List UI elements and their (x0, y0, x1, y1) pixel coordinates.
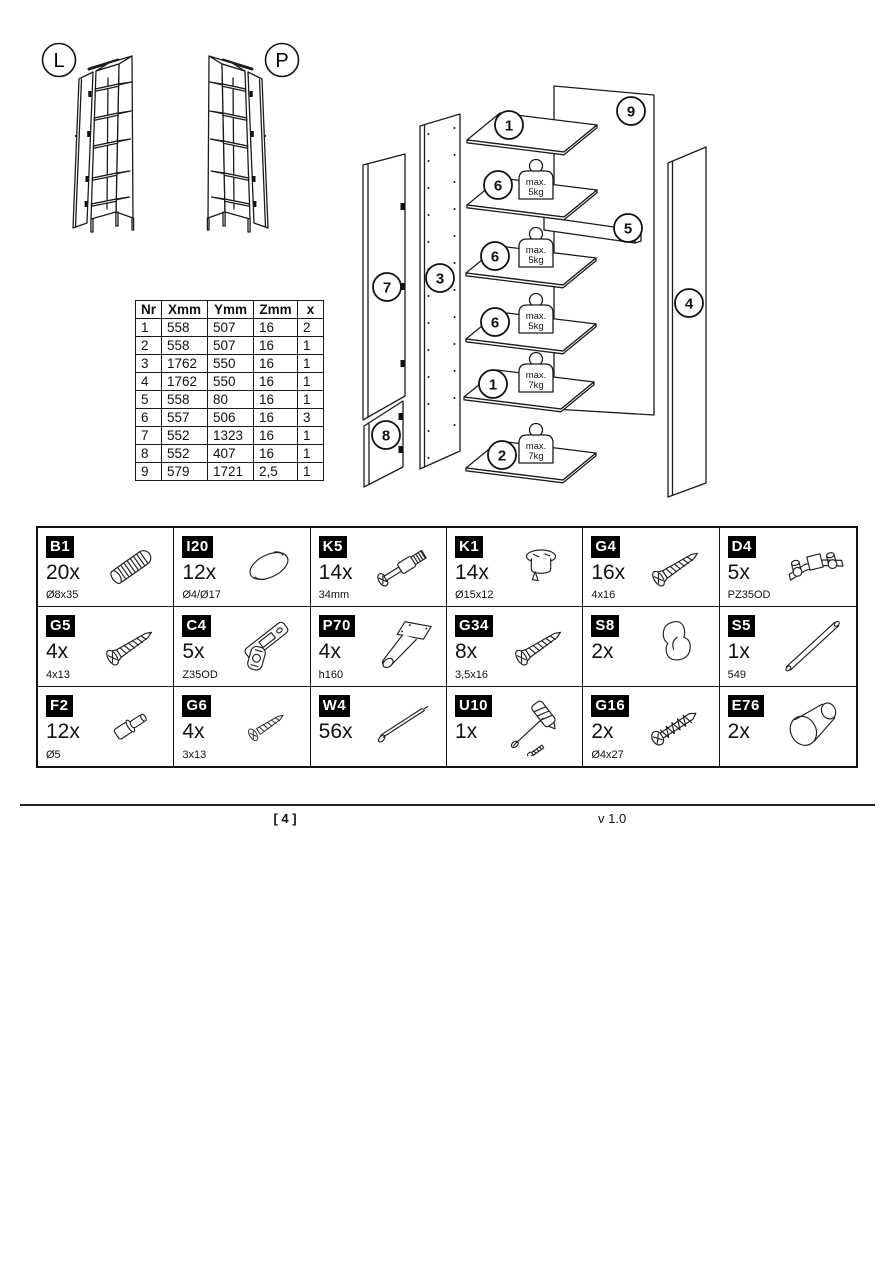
max-load-text: max. (525, 245, 547, 256)
part-code-badge: G4 (591, 536, 620, 558)
table-row (136, 337, 324, 355)
cover-cap-icon (230, 535, 308, 597)
screw-icon (639, 535, 717, 597)
hardware-cell (311, 607, 447, 686)
table-cell: 16 (254, 337, 298, 355)
footer-rule (20, 804, 875, 806)
part-dimension: Ø8x35 (46, 589, 79, 602)
table-cell: 1 (298, 391, 324, 409)
table-cell: 1323 (208, 427, 254, 445)
part-dimension: PZ35OD (727, 589, 771, 602)
part-quantity: 14x (318, 561, 353, 584)
part-code-badge: G16 (591, 695, 629, 717)
table-row (136, 427, 324, 445)
table-cell: 16 (254, 427, 298, 445)
table-cell: 3 (136, 355, 162, 373)
table-header-cell: Ymm (208, 301, 254, 319)
cabinet-line-art (73, 56, 134, 232)
table-header-cell: Xmm (162, 301, 208, 319)
table-row (136, 355, 324, 373)
screw-icon (93, 614, 171, 676)
max-load-text: max. (525, 370, 547, 381)
shelf-pin-icon (93, 694, 171, 756)
hardware-cell (720, 607, 856, 686)
table-cell: 558 (162, 391, 208, 409)
part-code-badge: G34 (455, 615, 493, 637)
orientation-label-right: P (275, 50, 289, 72)
part-dimension: 3x13 (182, 749, 207, 761)
max-load-text: max. (525, 177, 547, 188)
table-header-cell: x (298, 301, 324, 319)
callout-number: 7 (382, 279, 392, 297)
part-dimension: Ø15x12 (454, 589, 494, 602)
table-cell: 1721 (208, 463, 254, 481)
part-code-badge: D4 (728, 536, 756, 558)
hardware-cell (38, 687, 174, 766)
table-row (136, 445, 324, 463)
hardware-cell (311, 528, 447, 607)
table-cell: 579 (162, 463, 208, 481)
callout-number: 9 (626, 103, 636, 121)
part-code-badge: K5 (319, 536, 347, 558)
callout-number: 1 (488, 376, 498, 394)
hardware-cell (720, 528, 856, 607)
part-code-badge: G5 (46, 615, 75, 637)
dimensions-table-body (136, 319, 324, 481)
table-cell: 3 (298, 409, 324, 427)
callout-number: 2 (497, 447, 507, 465)
table-cell: 507 (208, 319, 254, 337)
part-code-badge: I20 (182, 536, 212, 558)
table-cell: 8 (136, 445, 162, 463)
table-cell: 5 (136, 391, 162, 409)
callout-number: 4 (684, 295, 694, 313)
table-row (136, 409, 324, 427)
part-code-badge: W4 (319, 695, 351, 717)
cam-lock-icon (502, 535, 580, 597)
part-quantity: 5x (182, 640, 205, 664)
hardware-cell (447, 687, 583, 766)
part-code-badge: E76 (728, 695, 764, 717)
max-load-text: 7kg (528, 451, 544, 462)
max-load-text: 7kg (528, 380, 544, 391)
part-dimension: h160 (318, 668, 344, 681)
hardware-cell (583, 607, 719, 686)
table-cell: 407 (208, 445, 254, 463)
part-code-badge: G6 (182, 695, 211, 717)
exploded-view-diagram (352, 68, 712, 500)
hardware-parts-grid (36, 526, 858, 768)
hardware-cell (174, 607, 310, 686)
rod-icon (776, 614, 854, 676)
table-cell: 16 (254, 445, 298, 463)
page-number: [ 4 ] (273, 811, 297, 826)
part-quantity: 2x (727, 719, 750, 743)
hardware-cell (38, 528, 174, 607)
table-cell: 1 (298, 355, 324, 373)
hardware-cell (720, 687, 856, 766)
hardware-cell (174, 687, 310, 766)
hardware-cell (583, 528, 719, 607)
table-cell: 1 (298, 427, 324, 445)
part-quantity: 4x (318, 640, 341, 664)
part-quantity: 2x (591, 719, 614, 743)
table-cell: 2,5 (254, 463, 298, 481)
max-load-text: max. (525, 441, 547, 452)
part-code-badge: F2 (46, 695, 73, 717)
callout-number: 5 (623, 220, 633, 238)
knob-icon (776, 694, 854, 756)
table-cell: 552 (162, 427, 208, 445)
table-cell: 557 (162, 409, 208, 427)
cabinet-line-art-mirrored (207, 56, 268, 232)
callout-number: 6 (490, 248, 500, 266)
table-cell: 16 (254, 355, 298, 373)
part-dimension: Z35OD (182, 668, 218, 681)
table-cell: 1762 (162, 355, 208, 373)
table-cell: 16 (254, 391, 298, 409)
screw-small-icon (230, 694, 308, 756)
hardware-cell (447, 528, 583, 607)
hardware-cell (447, 607, 583, 686)
table-cell: 1 (298, 445, 324, 463)
orientation-label-left: L (53, 50, 65, 72)
table-cell: 16 (254, 409, 298, 427)
part-dimension: 34mm (318, 589, 350, 602)
max-load-text: 5kg (528, 255, 544, 266)
part-quantity: 1x (727, 640, 750, 664)
part-dimension: 3,5x16 (454, 668, 489, 681)
table-cell: 7 (136, 427, 162, 445)
callout-number: 6 (490, 314, 500, 332)
dowel-icon (93, 535, 171, 597)
part-code-badge: U10 (455, 695, 492, 717)
part-quantity: 16x (591, 561, 626, 584)
part-quantity: 4x (46, 640, 69, 664)
table-cell: 1 (136, 319, 162, 337)
rail-hook-icon (639, 614, 717, 676)
part-quantity: 5x (727, 561, 750, 584)
leg-icon (366, 614, 444, 676)
table-cell: 2 (298, 319, 324, 337)
callout-number: 6 (493, 177, 503, 195)
table-cell: 558 (162, 337, 208, 355)
table-cell: 507 (208, 337, 254, 355)
table-header-cell: Zmm (254, 301, 298, 319)
table-cell: 1762 (162, 373, 208, 391)
part-dimension: Ø4/Ø17 (182, 589, 221, 602)
part-code-badge: S5 (728, 615, 755, 637)
part-quantity: 12x (46, 719, 80, 743)
hardware-cell (38, 607, 174, 686)
table-cell: 1 (298, 463, 324, 481)
table-row (136, 391, 324, 409)
max-load-text: 5kg (528, 321, 544, 332)
table-row (136, 319, 324, 337)
table-cell: 550 (208, 373, 254, 391)
part-dimension: Ø4x27 (591, 749, 624, 761)
part-code-badge: K1 (455, 536, 483, 558)
part-dimension: 4x13 (46, 668, 70, 681)
max-load-text: max. (525, 311, 547, 322)
table-cell: 2 (136, 337, 162, 355)
version-label: v 1.0 (598, 811, 627, 826)
part-quantity: 56x (318, 719, 353, 743)
table-cell: 552 (162, 445, 208, 463)
screw-coarse-icon (639, 694, 717, 756)
table-cell: 16 (254, 373, 298, 391)
dimensions-table (135, 300, 324, 481)
part-quantity: 1x (454, 719, 478, 743)
table-cell: 16 (254, 319, 298, 337)
table-row (136, 373, 324, 391)
table-row (136, 463, 324, 481)
part-quantity: 14x (454, 561, 489, 584)
part-quantity: 20x (46, 561, 80, 584)
part-quantity: 8x (454, 640, 478, 664)
table-cell: 558 (162, 319, 208, 337)
cabinet-left-drawing (40, 36, 170, 241)
table-cell: 550 (208, 355, 254, 373)
screw-icon (502, 614, 580, 676)
part-dimension: Ø5 (46, 749, 61, 761)
part-quantity: 12x (182, 561, 217, 584)
cam-bolt-icon (366, 535, 444, 597)
nail-icon (366, 694, 444, 756)
part-quantity: 4x (182, 719, 205, 743)
hardware-cell (311, 687, 447, 766)
callout-number: 8 (381, 427, 391, 445)
table-cell: 6 (136, 409, 162, 427)
table-cell: 9 (136, 463, 162, 481)
hardware-cell (583, 687, 719, 766)
cabinet-right-drawing (166, 36, 301, 241)
wall-plug-icon (502, 694, 580, 756)
hinge-icon (230, 614, 308, 676)
table-cell: 4 (136, 373, 162, 391)
table-header-cell: Nr (136, 301, 162, 319)
part-dimension: 4x16 (591, 589, 616, 602)
part-code-badge: C4 (182, 615, 210, 637)
hardware-cell (174, 528, 310, 607)
hinge-plate-icon (776, 535, 854, 597)
part-code-badge: B1 (46, 536, 74, 558)
part-code-badge: S8 (591, 615, 618, 637)
table-cell: 506 (208, 409, 254, 427)
table-cell: 1 (298, 373, 324, 391)
callout-number: 3 (435, 270, 445, 288)
part-code-badge: P70 (319, 615, 355, 637)
dimensions-table-head (136, 301, 324, 319)
part-quantity: 2x (591, 640, 614, 664)
max-load-text: 5kg (528, 187, 544, 198)
part-dimension: 549 (727, 668, 747, 681)
callout-number: 1 (504, 117, 514, 135)
table-cell: 1 (298, 337, 324, 355)
table-cell: 80 (208, 391, 254, 409)
